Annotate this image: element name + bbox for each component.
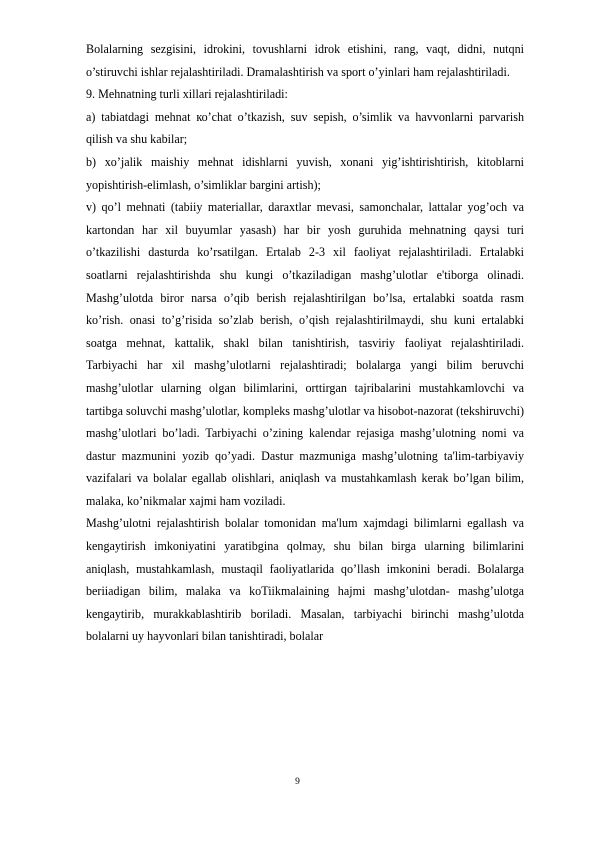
paragraph-senses-development: Bolalarning sezgisini, idrokini, tovushlarni idrok etishini, rang, vaqt, didni, nutqni o’stiruvchi ishlar rejalashtiriladi. Dramalashtirish va sport o’yinlari ham rejalashtiriladi. (86, 42, 524, 79)
paragraph-labor-types-heading: 9. Mehnatning turli xillari rejalashtiriladi: (86, 87, 288, 102)
paragraph-manual-labor: v) qo’l mehnati (tabiiy materiallar, daraxtlar mevasi, samonchalar, lattalar yog’och va kartondan har xil buyumlar yasash) har bir yosh guruhida mehnatning qaysi turi o’tkazilishi dasturda ko’rsatilgan. Ertalab 2-3 xil faoliyat rejalashtiriladi. Ertalabki soatlarni rejalashtirishda shu kungi o’tkaziladigan mashg’ulotlar e'tiborga olinadi. Mashg’ulotda biror narsa o’qib berish rejalashtirilgan bo’lsa, ertalabki soatda rasm ko’rish. onasi to’g’risida so’zlab berish, o’qish rejalashtirilmaydi, shu kuni ertalabki soatga mehnat, kattalik, shakl bilan tanishtirish, tasviriy faoliyat rejalashtiriladi. Tarbiyachi har xil mashg’ulotlarni rejalashtiradi; bolalarga yangi bilim beruvchi mashg’ulotlar ularning olgan bilimlarini, orttirgan tajribalarini mustahkamlovchi va tartibga soluvchi mashg’ulotlar, kompleks mashg’ulotlar va hisobot-nazorat (tekshiruvchi) mashg’ulotlari bo’ladi. Tarbiyachi o’zining kalendar rejasiga mashg’ulotning nomi va dastur mazmunini yozib qo’yadi. Dastur mazmuniga mashg’ulotning ta'lim-tarbiyaviy vazifalari va bolalar egallab olishlari, aniqlash va mustahkamlash kerak bo’lgan bilim, malaka, ko’nikmalar xajmi ham voziladi. (86, 200, 524, 508)
paragraph-household-labor: b) xo’jalik maishiy mehnat idishlarni yuvish, xonani yig’ishtirishtirish, kitoblarni yopishtirish-elimlash, o’simliklar bargini artish); (86, 154, 524, 192)
document-page (86, 38, 524, 648)
page-number: 9 (295, 777, 300, 787)
paragraph-nature-labor: a) tabiatdagi mehnat ко’chat o’tkazish, suv sepish, o’simlik va havvonlarni parvarish qilish va shu kabilar; (86, 109, 524, 147)
paragraph-lesson-planning: Mashg’ulotni rejalashtirish bolalar tomonidan ma'lum xajmdagi bilimlarni egallash va kengaytirish imkoniyatini yaratibgina qolmay, shu bilan birga ularning bilimlarini aniqlash, mustahkamlash, mustaqil faoliyatlarida qo’llash imkonini beradi. Bolalarga beriiadigan bilim, malaka va koTiikmalaining hajmi mashg’ulotdan- mashg’ulotga kengaytirib, murakkablashtirib boriladi. Masalan, tarbiyachi birinchi mashg’ulotda bolalarni uy hayvonlari bilan tanishtiradi, bolalar (86, 516, 524, 644)
